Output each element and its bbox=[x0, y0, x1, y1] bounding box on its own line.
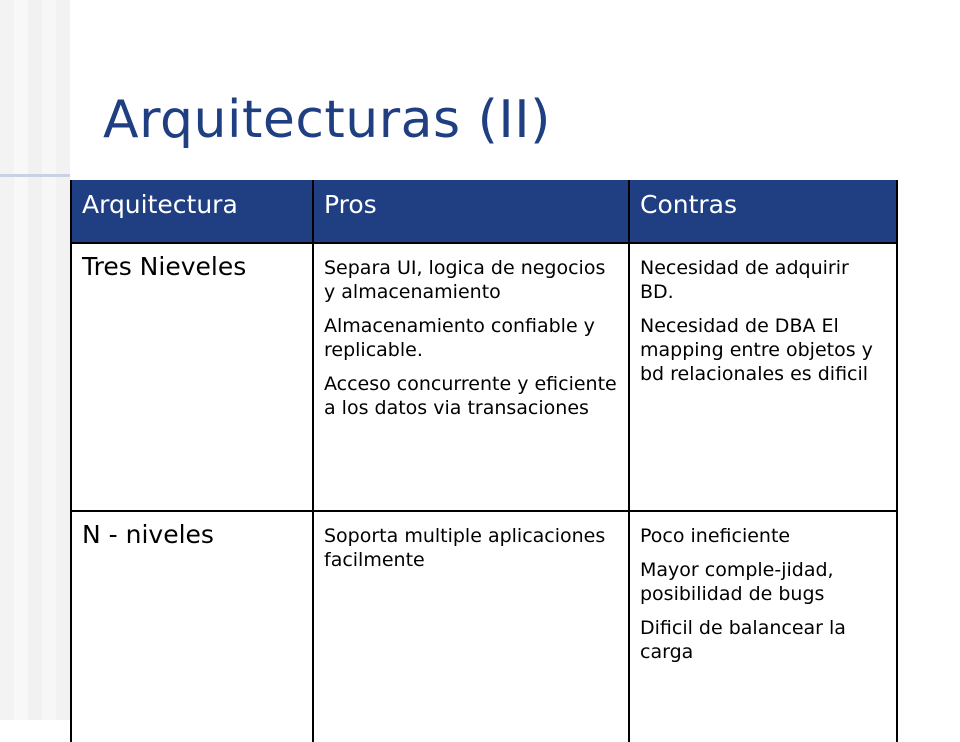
pro-item: Acceso concurrente y eficiente a los datos via transaciones bbox=[324, 373, 617, 419]
cell-pros bbox=[313, 511, 629, 742]
pro-item: Soporta multiple aplicaciones facilmente bbox=[324, 525, 606, 571]
contra-item: Mayor comple-jidad, posibilidad de bugs bbox=[640, 559, 834, 605]
decor-stripe-3 bbox=[28, 0, 42, 720]
table-row bbox=[71, 511, 897, 742]
table-header-row bbox=[71, 180, 897, 243]
cell-arquitectura: Tres Nieveles bbox=[71, 243, 313, 511]
contra-item: Poco ineficiente bbox=[640, 525, 791, 547]
contra-item: Necesidad de DBA El mapping entre objetos y bd relacionales es dificil bbox=[640, 315, 873, 385]
header-contras: Contras bbox=[629, 180, 897, 243]
contra-item: Dificil de balancear la carga bbox=[640, 617, 846, 663]
comparison-table bbox=[70, 180, 898, 742]
cell-pros bbox=[313, 243, 629, 511]
pro-item: Separa UI, logica de negocios y almacenamiento bbox=[324, 257, 606, 303]
cell-contras bbox=[629, 511, 897, 742]
decor-stripe-1 bbox=[0, 0, 14, 720]
header-arquitectura: Arquitectura bbox=[71, 180, 313, 243]
decor-stripe-2 bbox=[14, 0, 28, 720]
decor-stripe-5 bbox=[56, 0, 70, 720]
header-pros: Pros bbox=[313, 180, 629, 243]
pro-item: Almacenamiento confiable y replicable. bbox=[324, 315, 595, 361]
table-row bbox=[71, 243, 897, 511]
title-accent-bar bbox=[0, 174, 70, 177]
cell-arquitectura: N - niveles bbox=[71, 511, 313, 742]
contra-item: Necesidad de adquirir BD. bbox=[640, 257, 849, 303]
decor-stripe-4 bbox=[42, 0, 56, 720]
slide-title: Arquitecturas (II) bbox=[103, 90, 551, 150]
cell-contras bbox=[629, 243, 897, 511]
